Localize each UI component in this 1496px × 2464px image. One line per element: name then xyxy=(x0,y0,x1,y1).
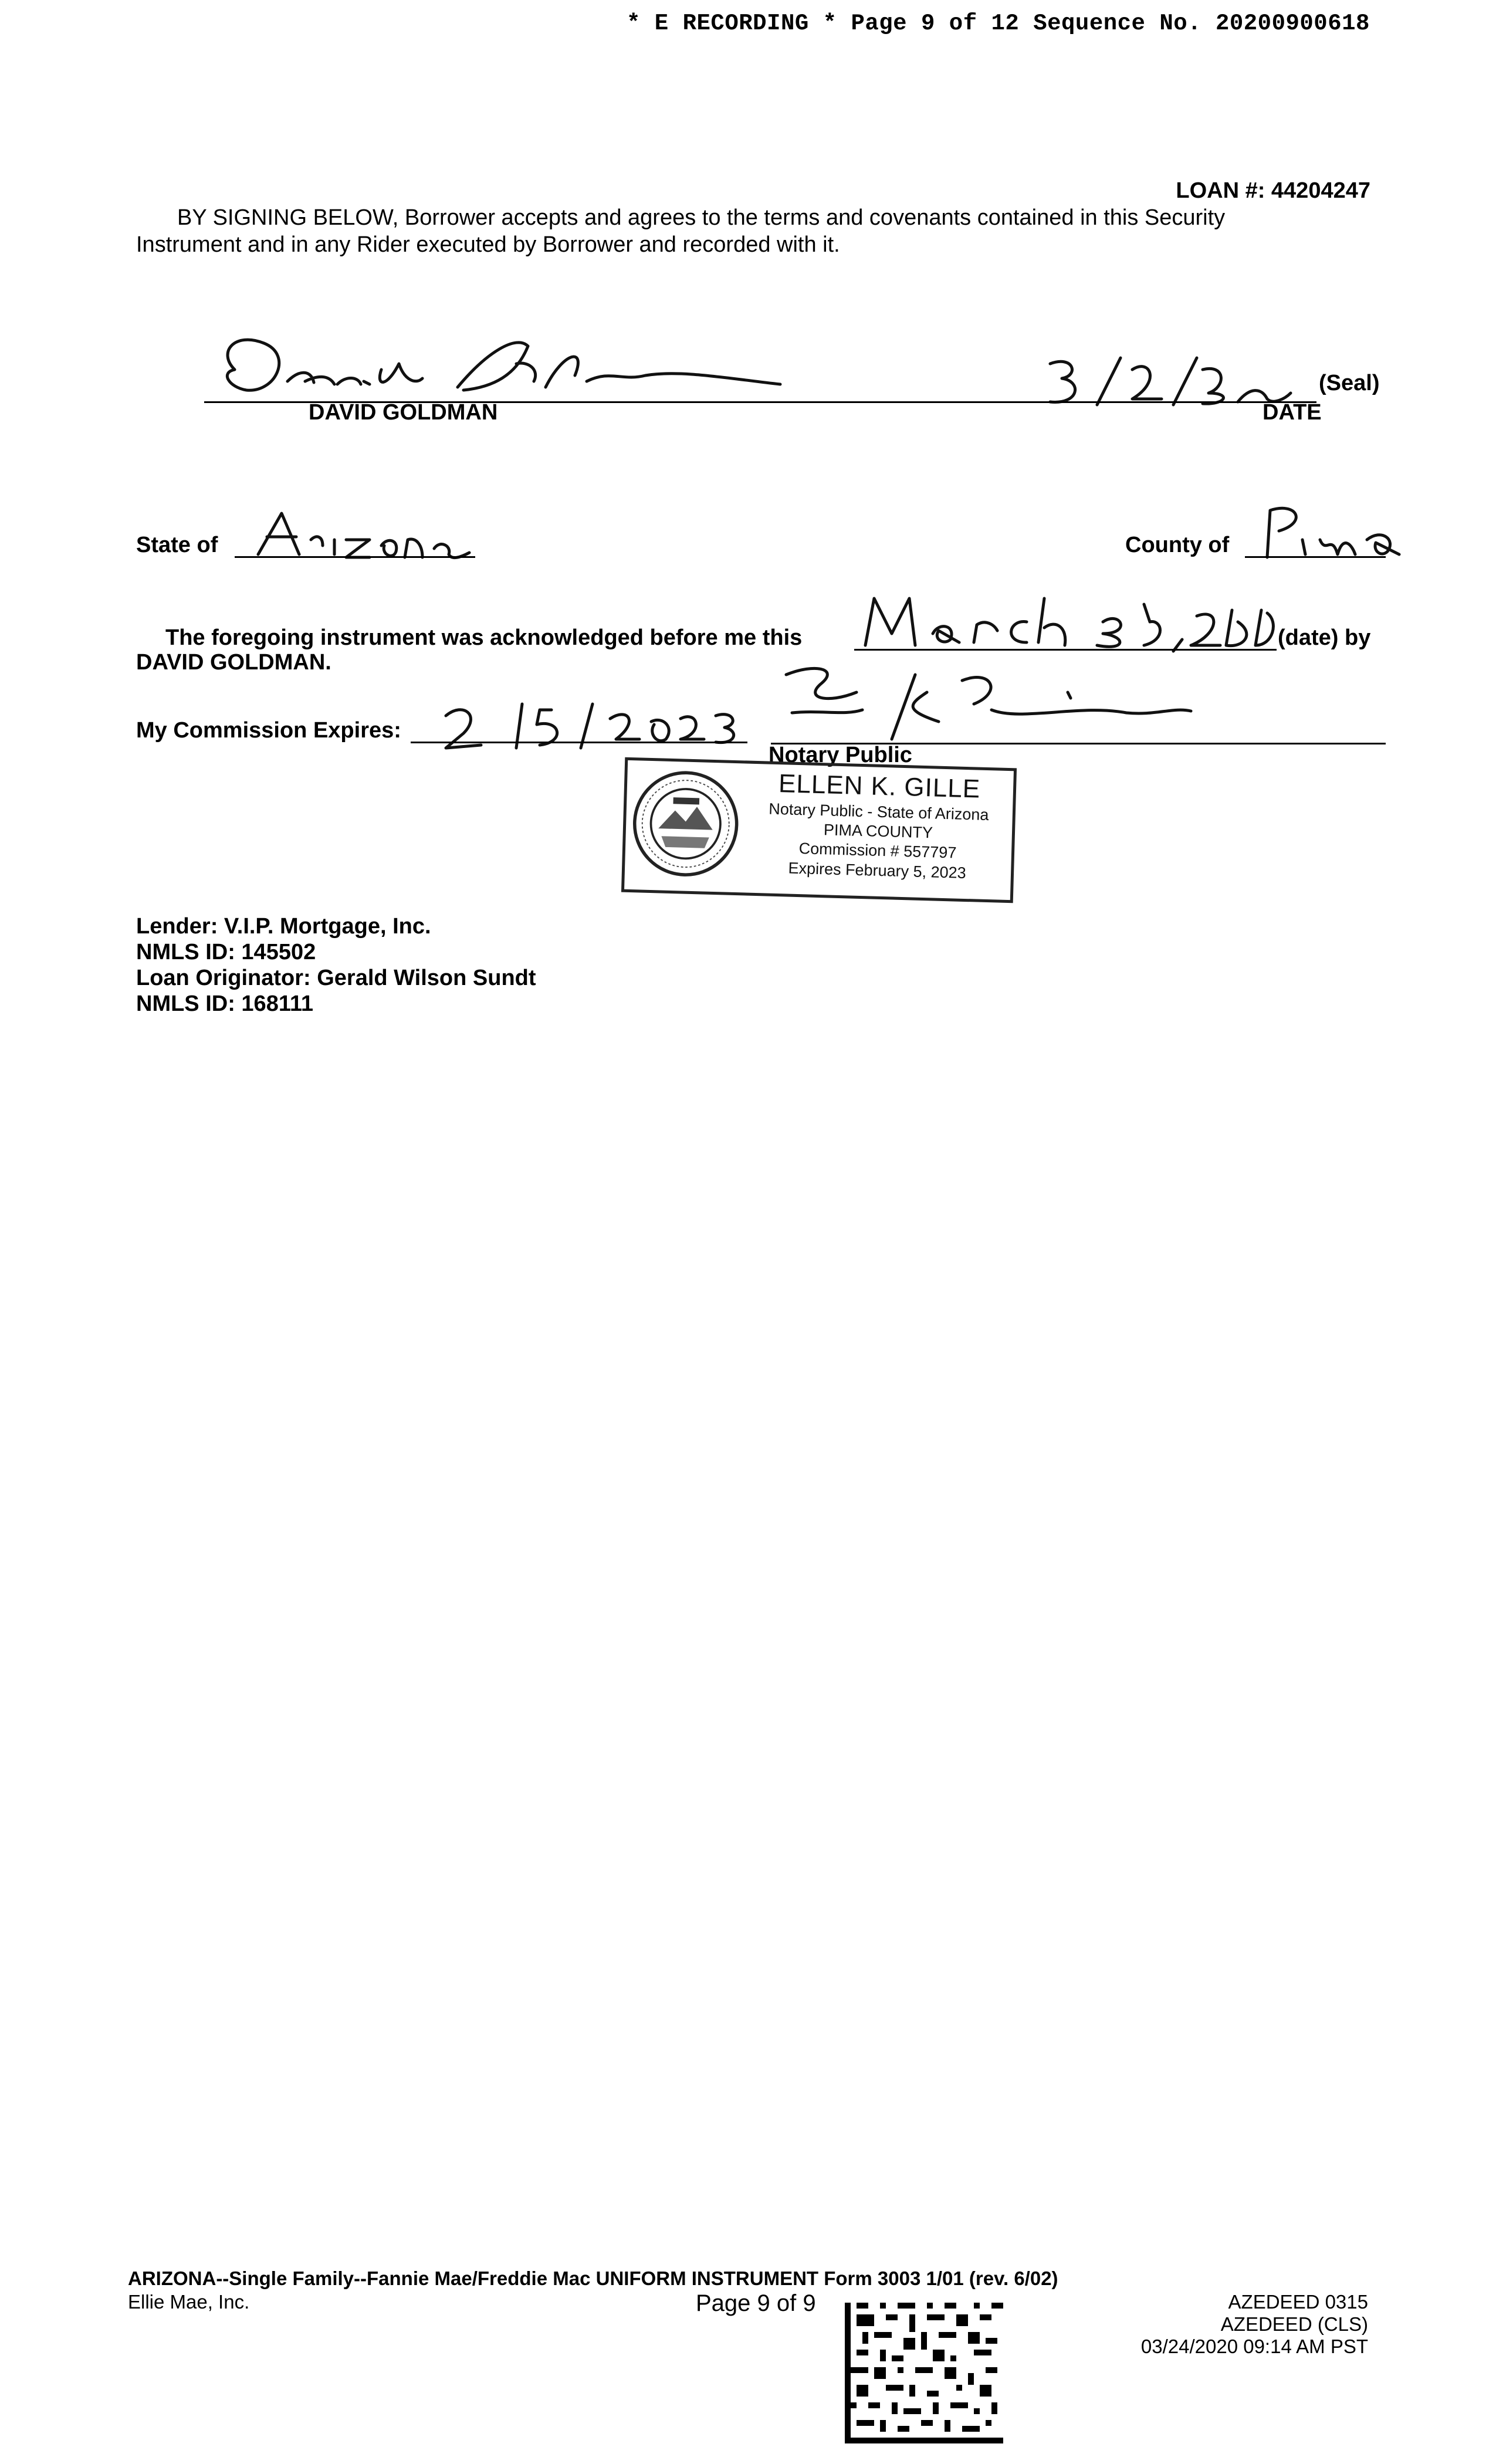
acknowledged-party: DAVID GOLDMAN. xyxy=(136,650,331,675)
stamp-line-5: Expires February 5, 2023 xyxy=(788,859,967,882)
datamatrix-barcode-icon xyxy=(845,2303,1003,2443)
footer-page: Page 9 of 9 xyxy=(696,2290,816,2316)
county-label: County of xyxy=(1125,533,1230,557)
stamp-line-3: PIMA COUNTY xyxy=(823,821,933,842)
footer-code-1: AZEDEED 0315 xyxy=(1228,2291,1368,2313)
notary-stamp xyxy=(621,757,1017,903)
county-rule xyxy=(1245,556,1386,558)
state-rule xyxy=(235,556,475,558)
state-label: State of xyxy=(136,533,218,557)
commission-label: My Commission Expires: xyxy=(136,718,401,743)
notary-public-label: Notary Public xyxy=(769,743,912,767)
notary-signature-image xyxy=(774,657,1197,745)
footer-company: Ellie Mae, Inc. xyxy=(128,2291,250,2313)
state-handwritten xyxy=(246,505,481,563)
date-suffix: (date) by xyxy=(1278,625,1371,650)
acknowledge-date-rule xyxy=(854,649,1277,651)
stamp-name: ELLEN K. GILLE xyxy=(778,769,981,804)
borrower-name: DAVID GOLDMAN xyxy=(309,400,498,425)
lender-line: Lender: V.I.P. Mortgage, Inc. xyxy=(136,914,431,939)
county-handwritten xyxy=(1255,499,1408,563)
commission-rule xyxy=(411,742,747,743)
stamp-line-2: Notary Public - State of Arizona xyxy=(768,800,989,824)
footer-form-title: ARIZONA--Single Family--Fannie Mae/Freddie Mac UNIFORM INSTRUMENT Form 3003 1/01 (rev. 6/02) xyxy=(128,2267,1058,2289)
seal-label: (Seal) xyxy=(1319,371,1380,395)
footer-code-2: AZEDEED (CLS) xyxy=(1220,2313,1368,2335)
arizona-seal-icon xyxy=(630,768,742,879)
intro-line-2: Instrument and in any Rider executed by Borrower and recorded with it. xyxy=(136,232,840,257)
stamp-text-block xyxy=(748,768,1009,884)
borrower-signature-image xyxy=(211,329,798,417)
loan-number: LOAN #: 44204247 xyxy=(1176,178,1370,203)
acknowledge-date-handwritten xyxy=(857,587,1285,657)
lender-nmls: NMLS ID: 145502 xyxy=(136,940,316,964)
acknowledge-text: The foregoing instrument was acknowledged before me this xyxy=(165,625,803,650)
stamp-line-4: Commission # 557797 xyxy=(798,840,957,862)
originator-nmls: NMLS ID: 168111 xyxy=(136,991,314,1016)
recording-header: * E RECORDING * Page 9 of 12 Sequence No. 20200900618 xyxy=(627,11,1370,36)
date-label: DATE xyxy=(1263,400,1322,425)
intro-line-1: BY SIGNING BELOW, Borrower accepts and agrees to the terms and covenants contained in this Security xyxy=(177,205,1226,230)
footer-timestamp: 03/24/2020 09:14 AM PST xyxy=(1140,2336,1368,2357)
loan-originator: Loan Originator: Gerald Wilson Sundt xyxy=(136,966,536,990)
